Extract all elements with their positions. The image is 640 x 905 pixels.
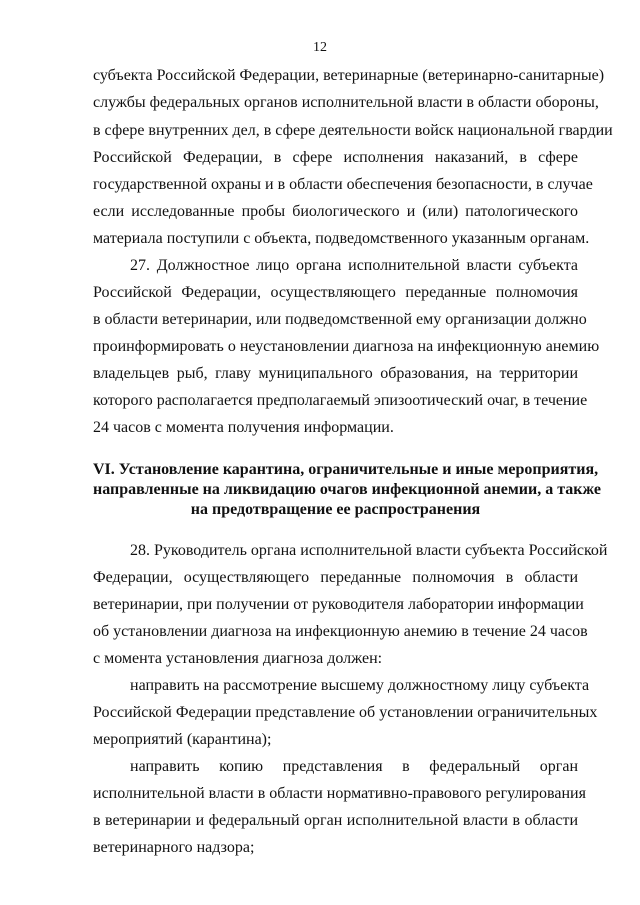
- list-item-first-line: направить копию представления в федеральный орган: [130, 758, 578, 775]
- text-line: мероприятий (карантина);: [93, 731, 272, 748]
- text-line: Российской Федерации представление об установлении ограничительных: [93, 704, 598, 721]
- text-line: материала поступили с объекта, подведомственного указанным органам.: [93, 230, 590, 247]
- text-line: если исследованные пробы биологического и (или) патологического: [93, 203, 578, 220]
- text-line: 24 часов с момента получения информации.: [93, 419, 394, 436]
- text-line: субъекта Российской Федерации, ветеринарные (ветеринарно-санитарные): [93, 67, 605, 84]
- text-line: Федерации, осуществляющего переданные полномочия в области: [93, 569, 578, 586]
- text-line: владельцев рыб, главу муниципального образования, на территории: [93, 365, 578, 382]
- text-line: службы федеральных органов исполнительной власти в области обороны,: [93, 94, 599, 111]
- paragraph-27-first-line: 27. Должностное лицо органа исполнительной власти субъекта: [130, 257, 578, 274]
- text-line: проинформировать о неустановлении диагноза на инфекционную анемию: [93, 338, 600, 355]
- section-heading-line: на предотвращение ее распространения: [190, 501, 481, 518]
- text-line: исполнительной власти в области нормативно-правового регулирования: [93, 785, 586, 802]
- text-line: с момента установления диагноза должен:: [93, 650, 383, 667]
- text-line: в сфере внутренних дел, в сфере деятельности войск национальной гвардии: [93, 122, 613, 139]
- section-heading-line: направленные на ликвидацию очагов инфекционной анемии, а также: [93, 481, 601, 498]
- list-item-first-line: направить на рассмотрение высшему должностному лицу субъекта: [130, 677, 590, 694]
- text-line: ветеринарного надзора;: [93, 839, 255, 856]
- text-line: об установлении диагноза на инфекционную анемию в течение 24 часов: [93, 623, 588, 640]
- text-line: в области ветеринарии, или подведомственной ему организации должно: [93, 311, 587, 328]
- text-line: ветеринарии, при получении от руководителя лаборатории информации: [93, 596, 584, 613]
- text-line: Российской Федерации, в сфере исполнения наказаний, в сфере: [93, 149, 578, 166]
- paragraph-28-first-line: 28. Руководитель органа исполнительной власти субъекта Российской: [130, 542, 608, 559]
- text-line: государственной охраны и в области обеспечения безопасности, в случае: [93, 176, 593, 193]
- text-line: Российской Федерации, осуществляющего переданные полномочия: [93, 284, 578, 301]
- text-line: в ветеринарии и федеральный орган исполнительной власти в области: [93, 812, 578, 829]
- text-line: которого располагается предполагаемый эпизоотический очаг, в течение: [93, 392, 588, 409]
- page-number: 12: [313, 40, 327, 55]
- section-heading-line: VI. Установление карантина, ограничительные и иные мероприятия,: [93, 461, 599, 478]
